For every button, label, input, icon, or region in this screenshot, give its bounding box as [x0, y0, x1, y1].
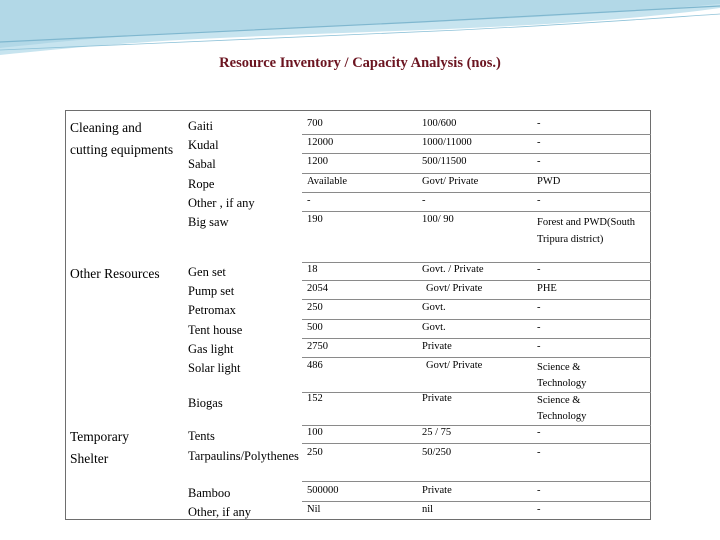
- qty-tents: 100: [307, 427, 323, 438]
- ratio-solar-light: Govt/ Private: [426, 360, 483, 371]
- qty-petromax: 250: [307, 302, 323, 313]
- row-separator: [302, 192, 651, 193]
- item-other-if-any: Other , if any: [188, 196, 255, 210]
- qty-sabal: 1200: [307, 156, 328, 167]
- item-sabal: Sabal: [188, 157, 216, 171]
- qty-gen-set: 18: [307, 264, 318, 275]
- item-gen-set: Gen set: [188, 265, 226, 279]
- qty-tent-house: 500: [307, 322, 323, 333]
- qty-pump-set: 2054: [307, 283, 328, 294]
- ratio-bamboo: Private: [422, 485, 452, 496]
- item-tent-house: Tent house: [188, 323, 243, 337]
- source-petromax: -: [537, 302, 541, 313]
- item-solar-light: Solar light: [188, 361, 241, 375]
- row-separator: [302, 280, 651, 281]
- ratio-tents: 25 / 75: [422, 427, 452, 438]
- source-bamboo: -: [537, 485, 541, 496]
- group-label-cleaning: Cleaning and cutting equipments: [70, 120, 174, 157]
- row-separator: [302, 338, 651, 339]
- item-tarpaulins-polythenes: Tarpaulins/Polythenes: [188, 449, 299, 463]
- row-separator: [302, 173, 651, 174]
- item-bamboo: Bamboo: [188, 486, 231, 500]
- slide-title: Resource Inventory / Capacity Analysis (nos.): [219, 55, 501, 71]
- item-other-if-any-shelter: Other, if any: [188, 505, 252, 519]
- header-wave-decoration: [0, 0, 720, 60]
- qty-other-if-any-shelter: Nil: [307, 504, 321, 515]
- item-biogas: Biogas: [188, 396, 223, 410]
- source-gen-set: -: [537, 264, 541, 275]
- ratio-big-saw: 100/ 90: [422, 214, 454, 225]
- row-separator: [302, 481, 651, 482]
- row-separator: [302, 299, 651, 300]
- ratio-biogas: Private: [422, 393, 452, 404]
- qty-big-saw: 190: [307, 214, 323, 225]
- qty-tarpaulins-polythenes: 250: [307, 447, 323, 458]
- item-gaiti: Gaiti: [188, 119, 213, 133]
- item-big-saw: Big saw: [188, 215, 229, 229]
- row-separator: [302, 443, 651, 444]
- source-solar-light: Science & Technology: [537, 362, 587, 389]
- qty-gaiti: 700: [307, 118, 323, 129]
- qty-gas-light: 2750: [307, 341, 328, 352]
- item-pump-set: Pump set: [188, 284, 235, 298]
- row-separator: [302, 319, 651, 320]
- row-separator: [302, 425, 651, 426]
- ratio-sabal: 500/11500: [422, 156, 467, 167]
- ratio-petromax: Govt.: [422, 302, 446, 313]
- source-other-if-any: -: [537, 195, 541, 206]
- row-separator: [302, 211, 651, 212]
- source-gaiti: -: [537, 118, 541, 129]
- qty-bamboo: 500000: [307, 485, 339, 496]
- ratio-gas-light: Private: [422, 341, 452, 352]
- row-separator: [302, 262, 651, 263]
- ratio-gen-set: Govt. / Private: [422, 264, 484, 275]
- group-label-other-resources: Other Resources: [70, 266, 160, 281]
- source-rope: PWD: [537, 176, 561, 187]
- qty-other-if-any: -: [307, 195, 311, 206]
- source-tents: -: [537, 427, 541, 438]
- ratio-tarpaulins-polythenes: 50/250: [422, 447, 452, 458]
- resource-table: [65, 110, 651, 520]
- ratio-pump-set: Govt/ Private: [426, 283, 483, 294]
- source-tent-house: -: [537, 322, 541, 333]
- ratio-other-if-any-shelter: nil: [422, 504, 434, 515]
- item-tents: Tents: [188, 429, 215, 443]
- source-other-if-any-shelter: -: [537, 504, 541, 515]
- group-label-temporary-shelter: Temporary Shelter: [70, 429, 130, 466]
- source-tarpaulins-polythenes: -: [537, 447, 541, 458]
- row-separator: [302, 153, 651, 154]
- ratio-tent-house: Govt.: [422, 322, 446, 333]
- source-gas-light: -: [537, 341, 541, 352]
- source-biogas: Science & Technology: [537, 395, 587, 422]
- ratio-kudal: 1000/11000: [422, 137, 472, 148]
- ratio-other-if-any: -: [422, 195, 426, 206]
- item-petromax: Petromax: [188, 303, 236, 317]
- row-separator: [302, 501, 651, 502]
- row-separator: [302, 357, 651, 358]
- qty-kudal: 12000: [307, 137, 334, 148]
- qty-solar-light: 486: [307, 360, 323, 371]
- item-rope: Rope: [188, 177, 215, 191]
- row-separator: [302, 134, 651, 135]
- source-pump-set: PHE: [537, 283, 557, 294]
- ratio-rope: Govt/ Private: [422, 176, 479, 187]
- item-kudal: Kudal: [188, 138, 219, 152]
- source-big-saw: Forest and PWD(South Tripura district): [537, 217, 635, 245]
- source-kudal: -: [537, 137, 541, 148]
- source-sabal: -: [537, 156, 541, 167]
- qty-rope: Available: [307, 176, 348, 187]
- item-gas-light: Gas light: [188, 342, 234, 356]
- ratio-gaiti: 100/600: [422, 118, 457, 129]
- qty-biogas: 152: [307, 393, 323, 404]
